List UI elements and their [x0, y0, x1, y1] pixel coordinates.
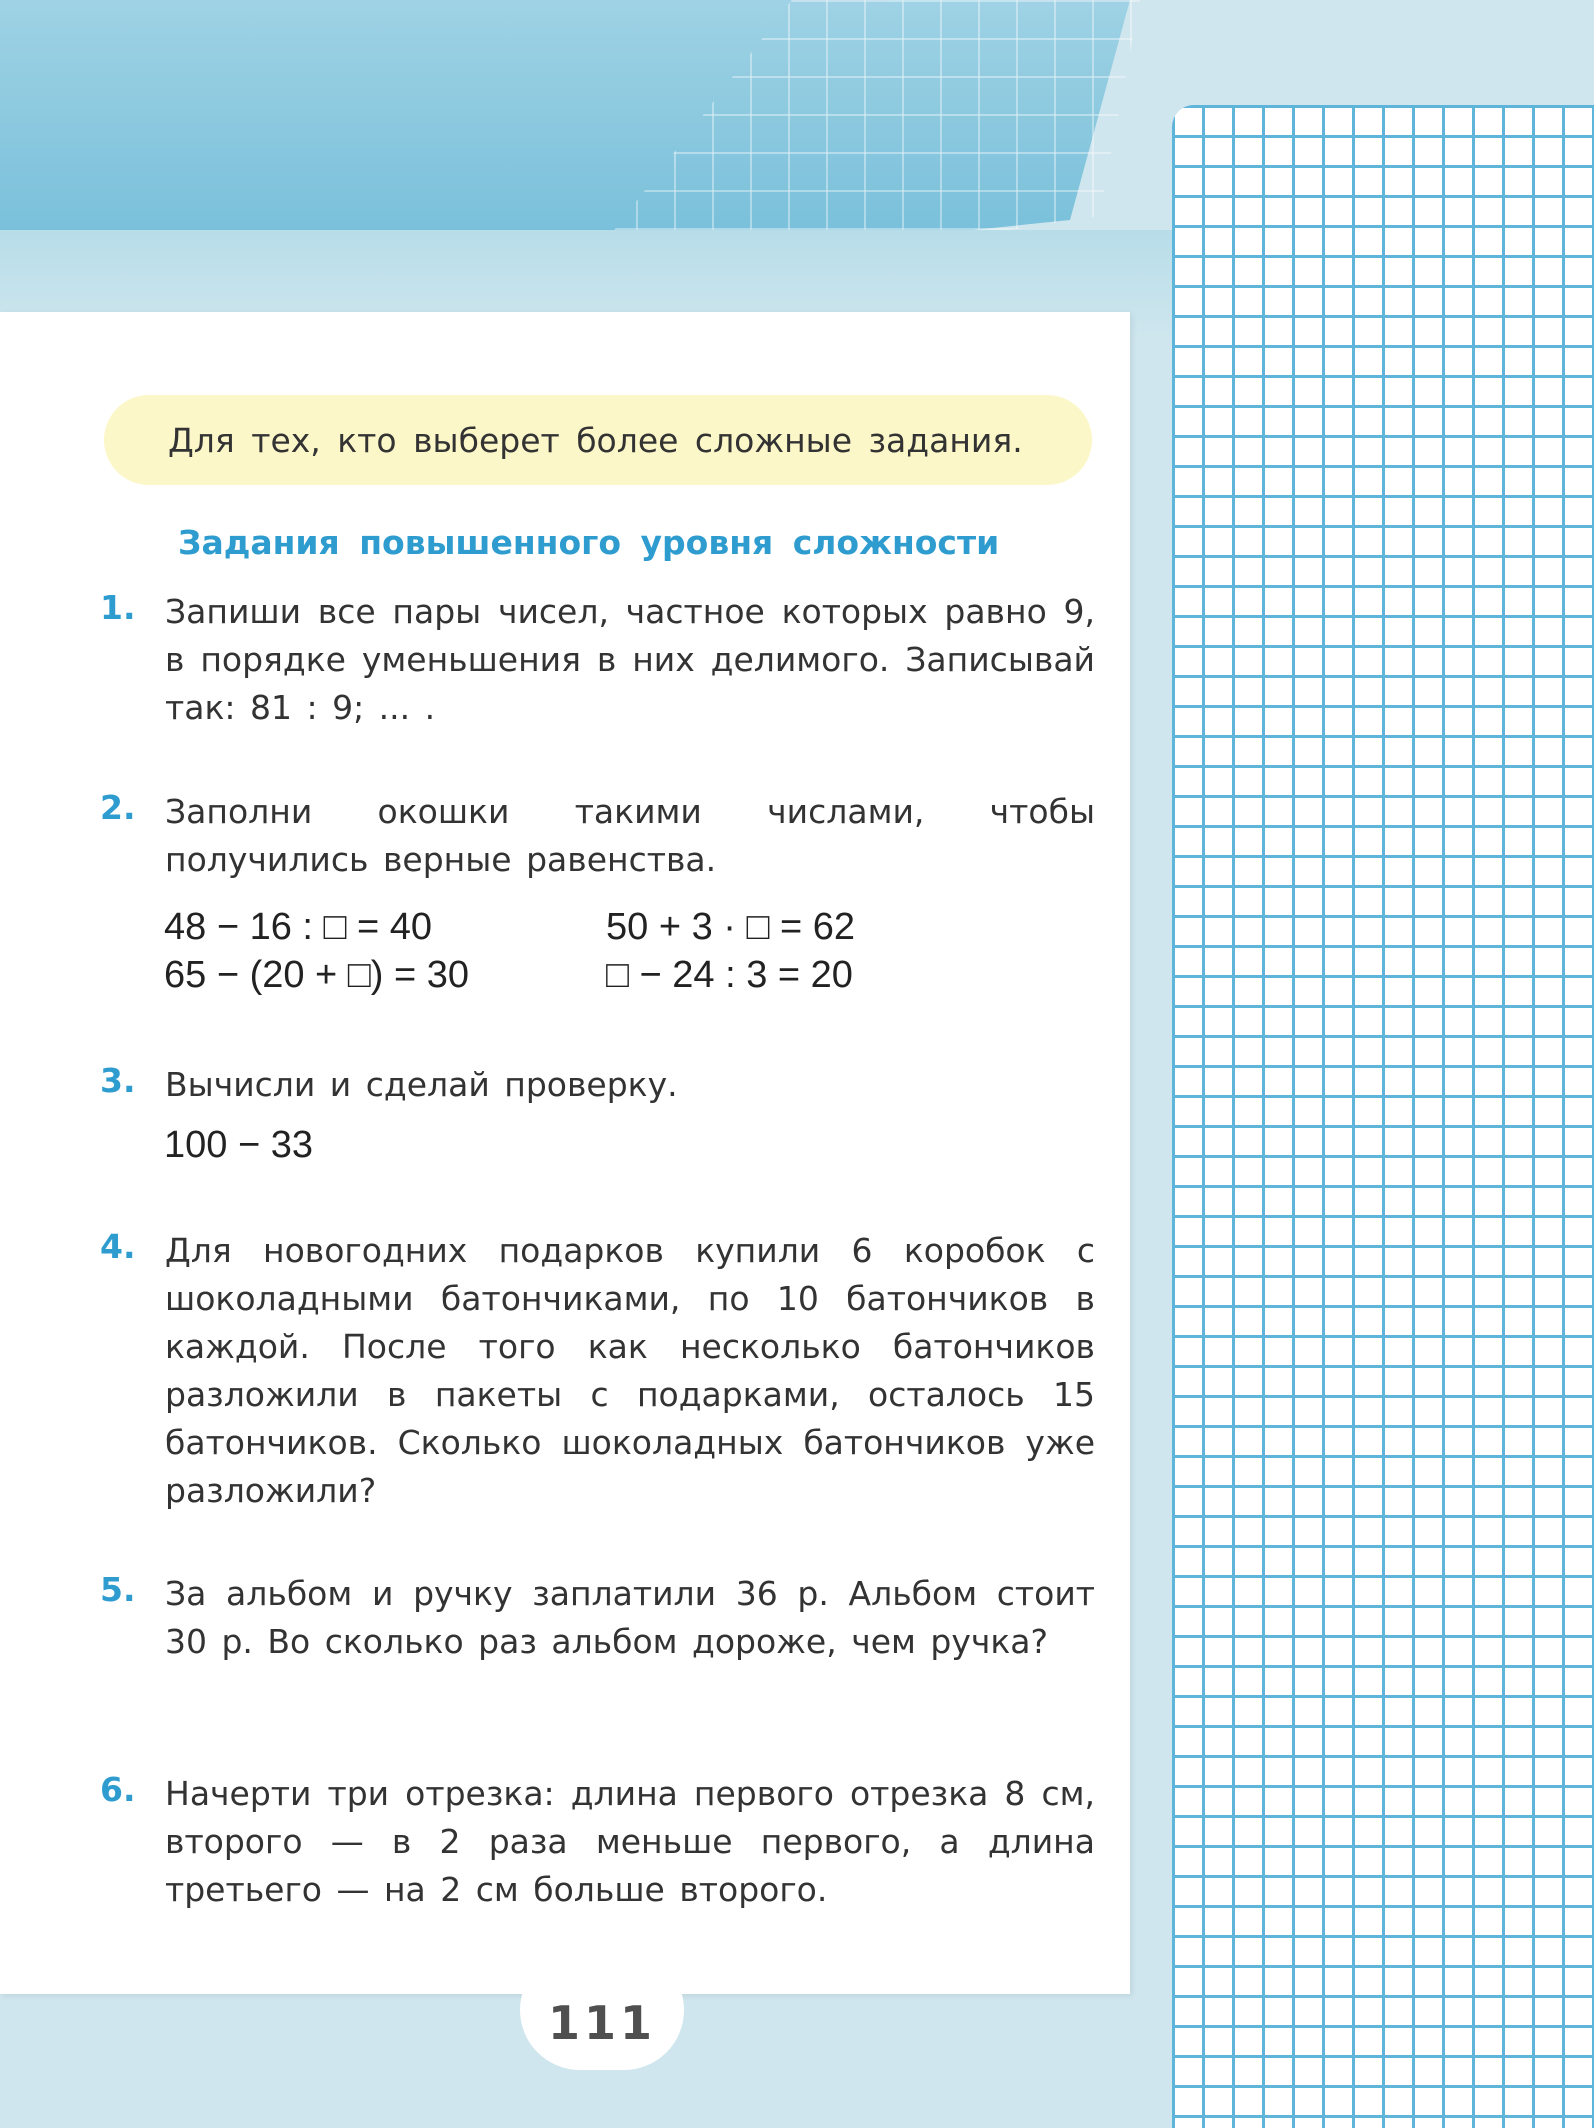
task-number: 2. — [100, 788, 136, 827]
equation: 65 − (20 + □) = 30 — [164, 954, 469, 996]
task-number: 1. — [100, 588, 136, 627]
task-number: 4. — [100, 1227, 136, 1266]
equation: 50 + 3 · □ = 62 — [606, 906, 856, 948]
task-number: 5. — [100, 1570, 136, 1609]
equation: 100 − 33 — [164, 1124, 313, 1166]
page-number: 111 — [547, 1996, 657, 2050]
intro-text: Для тех, кто выберет более сложные задания. — [168, 420, 1023, 460]
task-text: Заполни окошки такими числами, чтобы получились верные равенства. — [165, 792, 1095, 879]
task-text: Запиши все пары чисел, частное которых равно 9, в порядке уменьшения в них делимого. Записывай так: 81 : 9; ... . — [165, 592, 1095, 727]
equation: □ − 24 : 3 = 20 — [606, 954, 853, 996]
task-text: Для новогодних подарков купили 6 коробок с шоколадными батончиками, по 10 батончиков в каждой. После того как несколько батончиков разложили в пакеты с подарками, осталось 15 батончиков. Сколько шоколадных батончиков уже разложили? — [165, 1231, 1095, 1510]
intro-banner — [104, 395, 1092, 485]
graph-paper-margin — [1172, 105, 1594, 2128]
section-title: Задания повышенного уровня сложности — [178, 523, 1000, 562]
task-number: 3. — [100, 1061, 136, 1100]
task-number: 6. — [100, 1770, 136, 1809]
equation: 48 − 16 : □ = 40 — [164, 906, 433, 948]
task-text: Начерти три отрезка: длина первого отрезка 8 см, второго — в 2 раза меньше первого, а длина третьего — на 2 см больше второго. — [165, 1774, 1095, 1909]
page-number-tab — [520, 1950, 684, 2070]
task-text: За альбом и ручку заплатили 36 р. Альбом стоит 30 р. Во сколько раз альбом дороже, чем ручка? — [165, 1574, 1095, 1661]
task-text: Вычисли и сделай проверку. — [165, 1065, 678, 1104]
